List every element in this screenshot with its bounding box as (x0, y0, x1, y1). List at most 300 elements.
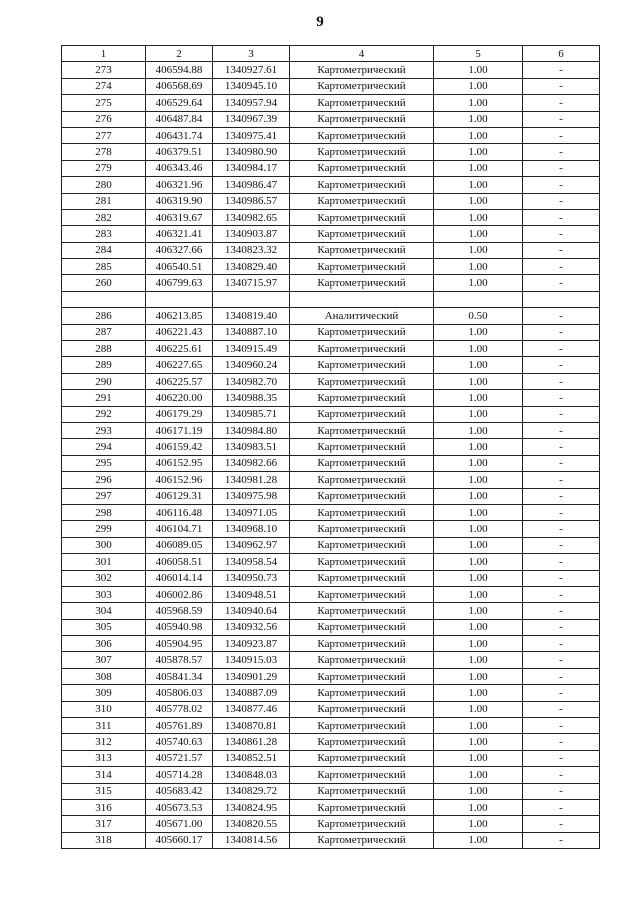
column-header-2: 2 (146, 46, 213, 62)
note-cell: - (523, 521, 600, 537)
method-cell: Картометрический (290, 390, 434, 406)
coord-y-cell: 1340984.80 (213, 422, 290, 438)
coord-y-cell: 1340824.95 (213, 799, 290, 815)
method-cell: Картометрический (290, 177, 434, 193)
table-row (62, 373, 600, 389)
table-row (62, 78, 600, 94)
accuracy-cell: 1.00 (434, 652, 523, 668)
coord-y-cell: 1340915.03 (213, 652, 290, 668)
method-cell: Картометрический (290, 685, 434, 701)
method-cell: Картометрический (290, 504, 434, 520)
accuracy-cell: 1.00 (434, 570, 523, 586)
note-cell: - (523, 275, 600, 291)
accuracy-cell: 1.00 (434, 127, 523, 143)
point-number-cell: 296 (62, 472, 146, 488)
coord-y-cell: 1340829.72 (213, 783, 290, 799)
coord-x-cell: 406431.74 (146, 127, 213, 143)
note-cell: - (523, 341, 600, 357)
coord-y-cell: 1340915.49 (213, 341, 290, 357)
table-row (62, 750, 600, 766)
note-cell: - (523, 718, 600, 734)
note-cell: - (523, 783, 600, 799)
coord-y-cell: 1340950.73 (213, 570, 290, 586)
method-cell: Картометрический (290, 832, 434, 848)
coord-x-cell: 406104.71 (146, 521, 213, 537)
coord-y-cell: 1340829.40 (213, 259, 290, 275)
note-cell: - (523, 373, 600, 389)
table-row (62, 619, 600, 635)
accuracy-cell: 1.00 (434, 422, 523, 438)
table-row (62, 783, 600, 799)
point-number-cell: 277 (62, 127, 146, 143)
accuracy-cell: 1.00 (434, 685, 523, 701)
point-number-cell: 290 (62, 373, 146, 389)
method-cell: Картометрический (290, 619, 434, 635)
note-cell: - (523, 767, 600, 783)
note-cell: - (523, 832, 600, 848)
coord-x-cell: 405761.89 (146, 718, 213, 734)
method-cell: Картометрический (290, 127, 434, 143)
point-number-cell: 284 (62, 242, 146, 258)
coord-y-cell: 1340819.40 (213, 308, 290, 324)
note-cell: - (523, 390, 600, 406)
table-row (62, 668, 600, 684)
point-number-cell: 293 (62, 422, 146, 438)
coord-y-cell: 1340903.87 (213, 226, 290, 242)
coord-y-cell: 1340820.55 (213, 816, 290, 832)
point-number-cell (62, 291, 146, 307)
coord-y-cell: 1340975.98 (213, 488, 290, 504)
method-cell: Картометрический (290, 701, 434, 717)
method-cell: Картометрический (290, 488, 434, 504)
table-row (62, 537, 600, 553)
coord-y-cell: 1340980.90 (213, 144, 290, 160)
coord-y-cell: 1340948.51 (213, 586, 290, 602)
column-header-6: 6 (523, 46, 600, 62)
coord-x-cell: 406487.84 (146, 111, 213, 127)
coord-y-cell: 1340962.97 (213, 537, 290, 553)
coord-x-cell: 405778.02 (146, 701, 213, 717)
table-row (62, 554, 600, 570)
coord-y-cell: 1340971.05 (213, 504, 290, 520)
point-number-cell: 312 (62, 734, 146, 750)
table-row (62, 275, 600, 291)
note-cell: - (523, 570, 600, 586)
note-cell: - (523, 324, 600, 340)
coordinates-table (61, 45, 600, 849)
method-cell: Картометрический (290, 193, 434, 209)
point-number-cell: 274 (62, 78, 146, 94)
accuracy-cell: 1.00 (434, 373, 523, 389)
coord-x-cell: 405968.59 (146, 603, 213, 619)
coord-x-cell: 406321.41 (146, 226, 213, 242)
point-number-cell: 285 (62, 259, 146, 275)
accuracy-cell: 1.00 (434, 259, 523, 275)
method-cell: Картометрический (290, 734, 434, 750)
coord-x-cell: 406159.42 (146, 439, 213, 455)
coord-y-cell: 1340940.64 (213, 603, 290, 619)
note-cell: - (523, 537, 600, 553)
table-row (62, 799, 600, 815)
coord-y-cell: 1340986.57 (213, 193, 290, 209)
note-cell: - (523, 308, 600, 324)
point-number-cell: 311 (62, 718, 146, 734)
point-number-cell: 276 (62, 111, 146, 127)
accuracy-cell: 1.00 (434, 226, 523, 242)
accuracy-cell: 1.00 (434, 406, 523, 422)
point-number-cell: 260 (62, 275, 146, 291)
coord-y-cell: 1340960.24 (213, 357, 290, 373)
table-row (62, 586, 600, 602)
accuracy-cell: 1.00 (434, 783, 523, 799)
note-cell: - (523, 488, 600, 504)
accuracy-cell: 1.00 (434, 636, 523, 652)
table-row (62, 357, 600, 373)
coord-x-cell: 406152.95 (146, 455, 213, 471)
table-row (62, 95, 600, 111)
method-cell: Картометрический (290, 160, 434, 176)
coord-y-cell (213, 291, 290, 307)
note-cell: - (523, 439, 600, 455)
method-cell: Картометрический (290, 455, 434, 471)
accuracy-cell: 1.00 (434, 832, 523, 848)
point-number-cell: 301 (62, 554, 146, 570)
point-number-cell: 295 (62, 455, 146, 471)
accuracy-cell (434, 291, 523, 307)
coord-y-cell: 1340981.28 (213, 472, 290, 488)
point-number-cell: 304 (62, 603, 146, 619)
coord-y-cell: 1340861.28 (213, 734, 290, 750)
point-number-cell: 288 (62, 341, 146, 357)
table-row (62, 324, 600, 340)
method-cell: Картометрический (290, 259, 434, 275)
coord-x-cell: 406002.86 (146, 586, 213, 602)
accuracy-cell: 1.00 (434, 537, 523, 553)
note-cell: - (523, 636, 600, 652)
method-cell: Аналитический (290, 308, 434, 324)
coord-x-cell: 406540.51 (146, 259, 213, 275)
accuracy-cell: 1.00 (434, 111, 523, 127)
coord-x-cell: 406529.64 (146, 95, 213, 111)
table-row (62, 193, 600, 209)
coord-y-cell: 1340945.10 (213, 78, 290, 94)
coord-x-cell: 406227.65 (146, 357, 213, 373)
method-cell: Картометрический (290, 783, 434, 799)
table-row (62, 144, 600, 160)
method-cell: Картометрический (290, 422, 434, 438)
coord-x-cell: 406129.31 (146, 488, 213, 504)
column-header-3: 3 (213, 46, 290, 62)
coord-x-cell: 406799.63 (146, 275, 213, 291)
accuracy-cell: 1.00 (434, 767, 523, 783)
note-cell: - (523, 95, 600, 111)
point-number-cell: 300 (62, 537, 146, 553)
coord-x-cell: 406179.29 (146, 406, 213, 422)
accuracy-cell: 1.00 (434, 504, 523, 520)
point-number-cell: 286 (62, 308, 146, 324)
table-row (62, 472, 600, 488)
method-cell: Картометрический (290, 472, 434, 488)
coord-y-cell: 1340852.51 (213, 750, 290, 766)
accuracy-cell: 1.00 (434, 701, 523, 717)
note-cell: - (523, 78, 600, 94)
accuracy-cell: 1.00 (434, 439, 523, 455)
table-row (62, 734, 600, 750)
point-number-cell: 281 (62, 193, 146, 209)
table-row (62, 504, 600, 520)
note-cell: - (523, 668, 600, 684)
note-cell: - (523, 734, 600, 750)
table-row (62, 488, 600, 504)
note-cell: - (523, 127, 600, 143)
method-cell: Картометрический (290, 357, 434, 373)
coord-x-cell: 406171.19 (146, 422, 213, 438)
coord-y-cell: 1340715.97 (213, 275, 290, 291)
coord-x-cell: 406319.90 (146, 193, 213, 209)
coord-y-cell: 1340887.09 (213, 685, 290, 701)
table-row (62, 816, 600, 832)
coord-x-cell: 405841.34 (146, 668, 213, 684)
method-cell: Картометрический (290, 718, 434, 734)
column-header-1: 1 (62, 46, 146, 62)
method-cell: Картометрический (290, 799, 434, 815)
coord-x-cell: 406379.51 (146, 144, 213, 160)
point-number-cell: 310 (62, 701, 146, 717)
coord-y-cell: 1340975.41 (213, 127, 290, 143)
table-row (62, 341, 600, 357)
point-number-cell: 302 (62, 570, 146, 586)
coord-y-cell: 1340823.32 (213, 242, 290, 258)
point-number-cell: 303 (62, 586, 146, 602)
coord-x-cell: 405671.00 (146, 816, 213, 832)
column-header-4: 4 (290, 46, 434, 62)
accuracy-cell: 1.00 (434, 455, 523, 471)
method-cell: Картометрический (290, 652, 434, 668)
point-number-cell: 298 (62, 504, 146, 520)
table-row (62, 685, 600, 701)
accuracy-cell: 1.00 (434, 390, 523, 406)
coord-y-cell: 1340927.61 (213, 62, 290, 78)
coord-x-cell: 406225.57 (146, 373, 213, 389)
method-cell: Картометрический (290, 341, 434, 357)
table-row (62, 636, 600, 652)
accuracy-cell: 1.00 (434, 521, 523, 537)
method-cell: Картометрический (290, 373, 434, 389)
note-cell: - (523, 177, 600, 193)
coord-x-cell: 405673.53 (146, 799, 213, 815)
coord-x-cell: 405660.17 (146, 832, 213, 848)
note-cell: - (523, 504, 600, 520)
coord-x-cell: 406220.00 (146, 390, 213, 406)
point-number-cell: 297 (62, 488, 146, 504)
coord-x-cell: 405904.95 (146, 636, 213, 652)
note-cell: - (523, 111, 600, 127)
coord-x-cell: 406058.51 (146, 554, 213, 570)
coord-x-cell: 406225.61 (146, 341, 213, 357)
note-cell: - (523, 554, 600, 570)
point-number-cell: 307 (62, 652, 146, 668)
coord-y-cell: 1340982.66 (213, 455, 290, 471)
accuracy-cell: 1.00 (434, 357, 523, 373)
table-row (62, 111, 600, 127)
method-cell: Картометрический (290, 226, 434, 242)
method-cell: Картометрический (290, 521, 434, 537)
accuracy-cell: 1.00 (434, 78, 523, 94)
method-cell: Картометрический (290, 636, 434, 652)
coord-y-cell: 1340848.03 (213, 767, 290, 783)
coord-x-cell: 406319.67 (146, 209, 213, 225)
point-number-cell: 318 (62, 832, 146, 848)
table-row (62, 603, 600, 619)
method-cell: Картометрический (290, 570, 434, 586)
coord-x-cell: 405806.03 (146, 685, 213, 701)
method-cell: Картометрический (290, 62, 434, 78)
note-cell: - (523, 750, 600, 766)
coord-x-cell: 406321.96 (146, 177, 213, 193)
accuracy-cell: 1.00 (434, 799, 523, 815)
point-number-cell: 309 (62, 685, 146, 701)
point-number-cell: 308 (62, 668, 146, 684)
accuracy-cell: 1.00 (434, 750, 523, 766)
coord-x-cell: 405878.57 (146, 652, 213, 668)
accuracy-cell: 1.00 (434, 488, 523, 504)
method-cell: Картометрический (290, 603, 434, 619)
coord-x-cell: 406014.14 (146, 570, 213, 586)
note-cell: - (523, 619, 600, 635)
point-number-cell: 287 (62, 324, 146, 340)
note-cell: - (523, 799, 600, 815)
coord-x-cell: 406568.69 (146, 78, 213, 94)
point-number-cell: 291 (62, 390, 146, 406)
table-row (62, 259, 600, 275)
table-row (62, 209, 600, 225)
coord-y-cell: 1340983.51 (213, 439, 290, 455)
table-row (62, 570, 600, 586)
method-cell: Картометрический (290, 78, 434, 94)
coord-y-cell: 1340870.81 (213, 718, 290, 734)
coord-y-cell: 1340814.56 (213, 832, 290, 848)
accuracy-cell: 1.00 (434, 472, 523, 488)
coord-y-cell: 1340887.10 (213, 324, 290, 340)
accuracy-cell: 1.00 (434, 193, 523, 209)
coord-y-cell: 1340985.71 (213, 406, 290, 422)
coord-x-cell: 405740.63 (146, 734, 213, 750)
accuracy-cell: 1.00 (434, 242, 523, 258)
coord-x-cell (146, 291, 213, 307)
note-cell: - (523, 357, 600, 373)
point-number-cell: 279 (62, 160, 146, 176)
method-cell: Картометрический (290, 668, 434, 684)
table-row (62, 767, 600, 783)
accuracy-cell: 1.00 (434, 324, 523, 340)
coord-y-cell: 1340901.29 (213, 668, 290, 684)
coord-y-cell: 1340958.54 (213, 554, 290, 570)
table-body (62, 62, 600, 849)
table-header-row (62, 46, 600, 62)
method-cell: Картометрический (290, 324, 434, 340)
table-row (62, 177, 600, 193)
accuracy-cell: 1.00 (434, 62, 523, 78)
method-cell: Картометрический (290, 554, 434, 570)
point-number-cell: 305 (62, 619, 146, 635)
coord-y-cell: 1340986.47 (213, 177, 290, 193)
coord-y-cell: 1340967.39 (213, 111, 290, 127)
accuracy-cell: 1.00 (434, 95, 523, 111)
table-row (62, 701, 600, 717)
coord-y-cell: 1340877.46 (213, 701, 290, 717)
coord-y-cell: 1340984.17 (213, 160, 290, 176)
point-number-cell: 317 (62, 816, 146, 832)
note-cell: - (523, 472, 600, 488)
point-number-cell: 314 (62, 767, 146, 783)
note-cell: - (523, 144, 600, 160)
note-cell: - (523, 406, 600, 422)
table-row (62, 226, 600, 242)
note-cell: - (523, 652, 600, 668)
coord-x-cell: 405940.98 (146, 619, 213, 635)
point-number-cell: 306 (62, 636, 146, 652)
point-number-cell: 282 (62, 209, 146, 225)
coord-x-cell: 406116.48 (146, 504, 213, 520)
note-cell: - (523, 193, 600, 209)
method-cell: Картометрический (290, 209, 434, 225)
accuracy-cell: 1.00 (434, 734, 523, 750)
accuracy-cell: 1.00 (434, 160, 523, 176)
coord-y-cell: 1340968.10 (213, 521, 290, 537)
point-number-cell: 280 (62, 177, 146, 193)
accuracy-cell: 1.00 (434, 554, 523, 570)
accuracy-cell: 1.00 (434, 816, 523, 832)
note-cell: - (523, 455, 600, 471)
table-row (62, 439, 600, 455)
method-cell (290, 291, 434, 307)
method-cell: Картометрический (290, 586, 434, 602)
coord-x-cell: 405721.57 (146, 750, 213, 766)
table-row (62, 422, 600, 438)
coord-x-cell: 406213.85 (146, 308, 213, 324)
note-cell: - (523, 209, 600, 225)
note-cell: - (523, 685, 600, 701)
point-number-cell: 299 (62, 521, 146, 537)
coord-x-cell: 405714.28 (146, 767, 213, 783)
coord-y-cell: 1340957.94 (213, 95, 290, 111)
method-cell: Картометрический (290, 242, 434, 258)
coord-x-cell: 406594.88 (146, 62, 213, 78)
point-number-cell: 275 (62, 95, 146, 111)
table-row (62, 308, 600, 324)
column-header-5: 5 (434, 46, 523, 62)
note-cell: - (523, 816, 600, 832)
note-cell: - (523, 226, 600, 242)
table-row (62, 62, 600, 78)
table-row (62, 406, 600, 422)
table-row (62, 718, 600, 734)
accuracy-cell: 0.50 (434, 308, 523, 324)
method-cell: Картометрический (290, 816, 434, 832)
coord-y-cell: 1340982.70 (213, 373, 290, 389)
coord-x-cell: 406089.05 (146, 537, 213, 553)
table-row (62, 242, 600, 258)
accuracy-cell: 1.00 (434, 341, 523, 357)
point-number-cell: 315 (62, 783, 146, 799)
method-cell: Картометрический (290, 537, 434, 553)
point-number-cell: 313 (62, 750, 146, 766)
note-cell: - (523, 62, 600, 78)
note-cell: - (523, 701, 600, 717)
method-cell: Картометрический (290, 439, 434, 455)
method-cell: Картометрический (290, 406, 434, 422)
note-cell: - (523, 259, 600, 275)
